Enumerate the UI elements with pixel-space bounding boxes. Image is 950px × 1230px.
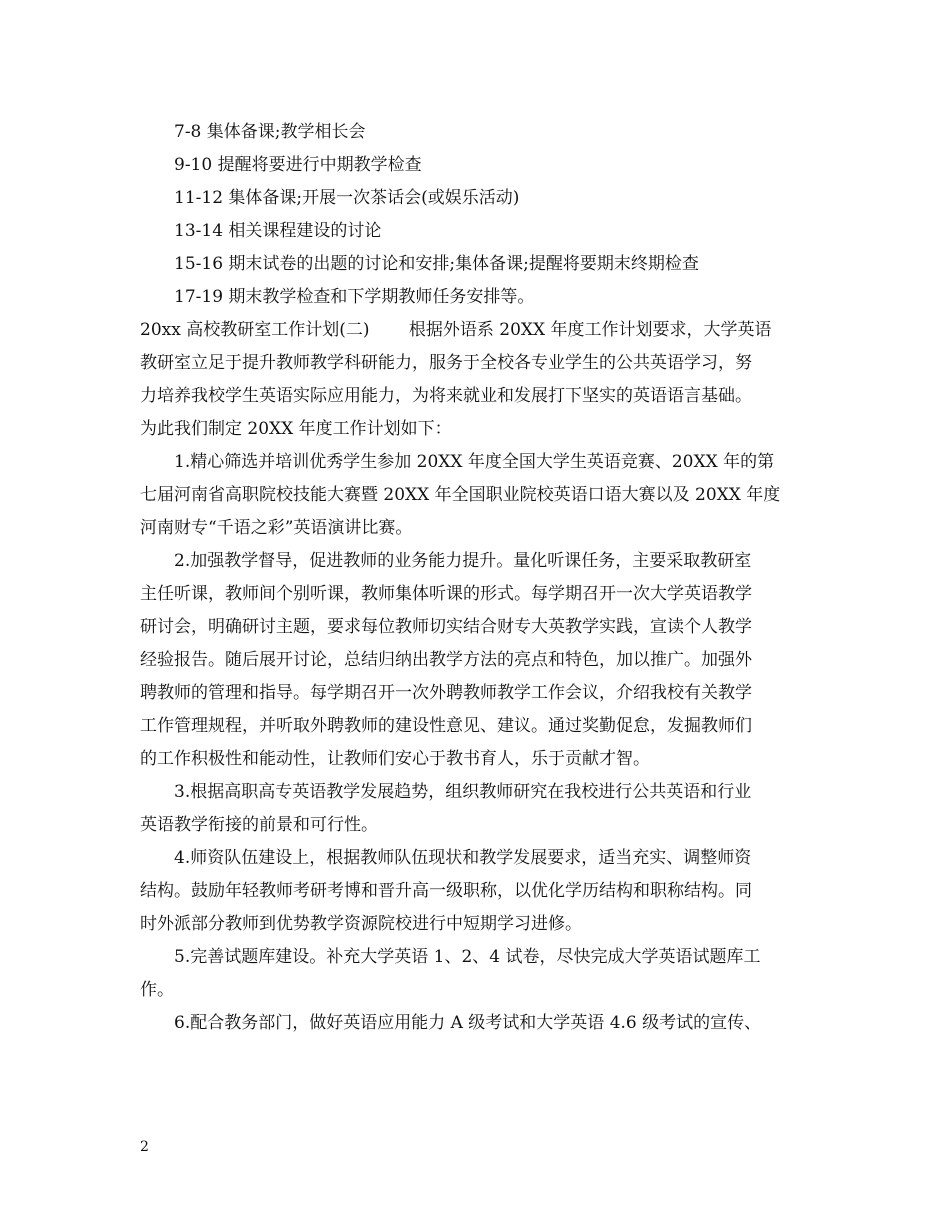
text-line: 研讨会，明确研讨主题，要求每位教师切实结合财专大英教学实践，宣读个人教学	[140, 617, 752, 637]
text-line: 时外派部分教师到优势教学资源院校进行中短期学习进修。	[140, 914, 582, 934]
text-line: 的工作积极性和能动性，让教师们安心于教书育人，乐于贡献才智。	[140, 749, 650, 769]
text-line: 经验报告。随后展开讨论，总结归纳出教学方法的亮点和特色，加以推广。加强外	[140, 650, 752, 670]
text-line: 3.根据高职高专英语教学发展趋势，组织教师研究在我校进行公共英语和行业	[174, 782, 752, 802]
text-line: 11-12 集体备课;开展一次茶话会(或娱乐活动)	[174, 188, 520, 208]
text-line: 教研室立足于提升教师教学科研能力，服务于全校各专业学生的公共英语学习，努	[140, 353, 752, 373]
text-line: 作。	[140, 980, 174, 1000]
text-line: 结构。鼓励年轻教师考研考博和晋升高一级职称，以优化学历结构和职称结构。同	[140, 881, 752, 901]
text-line: 6.配合教务部门，做好英语应用能力 A 级考试和大学英语 4.6 级考试的宣传、	[174, 1013, 762, 1033]
text-line: 为此我们制定 20XX 年度工作计划如下：	[140, 419, 452, 439]
text-line: 7-8 集体备课;教学相长会	[174, 122, 366, 142]
text-line: 工作管理规程，并听取外聘教师的建设性意见、建议。通过奖勤促怠，发掘教师们	[140, 716, 752, 736]
text-line: 2.加强教学督导，促进教师的业务能力提升。量化听课任务，主要采取教研室	[174, 551, 752, 571]
text-line: 4.师资队伍建设上，根据教师队伍现状和教学发展要求，适当充实、调整师资	[174, 848, 752, 868]
section-heading-line: 20xx 高校教研室工作计划(二) 根据外语系 20XX 年度工作计划要求，大学英语	[140, 320, 772, 340]
text-line: 七届河南省高职院校技能大赛暨 20XX 年全国职业院校英语口语大赛以及 20XX 年度	[140, 485, 781, 505]
text-line: 9-10 提醒将要进行中期教学检查	[174, 155, 422, 175]
text-line: 河南财专“千语之彩”英语演讲比赛。	[140, 518, 413, 538]
page-number: 2	[140, 1139, 149, 1155]
text-line: 力培养我校学生英语实际应用能力，为将来就业和发展打下坚实的英语语言基础。	[140, 386, 752, 406]
text-line: 聘教师的管理和指导。每学期召开一次外聘教师教学工作会议，介绍我校有关教学	[140, 683, 752, 703]
document-body	[140, 116, 812, 1040]
text-line: 13-14 相关课程建设的讨论	[174, 221, 382, 241]
text-line: 5.完善试题库建设。补充大学英语 1、2、4 试卷，尽快完成大学英语试题库工	[174, 947, 761, 967]
text-line: 1.精心筛选并培训优秀学生参加 20XX 年度全国大学生英语竞赛、20XX 年的第	[174, 452, 775, 472]
text-line: 17-19 期末教学检查和下学期教师任务安排等。	[174, 287, 535, 307]
text-line: 15-16 期末试卷的出题的讨论和安排;集体备课;提醒将要期末终期检查	[174, 254, 699, 274]
text-line: 主任听课，教师间个别听课，教师集体听课的形式。每学期召开一次大学英语教学	[140, 584, 752, 604]
text-line: 英语教学衔接的前景和可行性。	[140, 815, 378, 835]
